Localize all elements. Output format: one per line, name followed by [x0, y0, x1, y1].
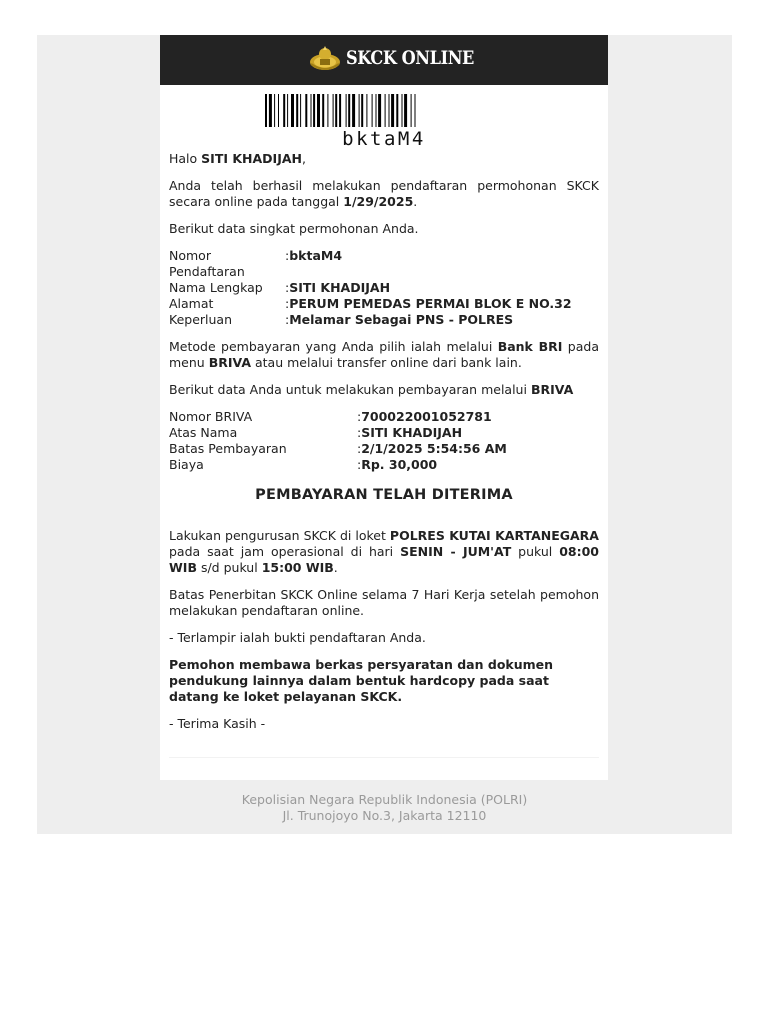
barcode-bar [333, 94, 334, 127]
registration-table [169, 248, 599, 328]
barcode-bar [322, 94, 324, 127]
greeting [169, 151, 599, 167]
barcode-bar [348, 94, 350, 127]
email-content [169, 151, 599, 743]
end-time: 15:00 WIB [261, 560, 334, 575]
row-colon: : [285, 248, 290, 263]
police-emblem-icon [308, 44, 342, 72]
instructions-text: s/d pukul [200, 560, 258, 575]
barcode-bar [346, 94, 347, 127]
barcode-bar [376, 94, 377, 127]
footer-address: Jl. Trunojoyo No.3, Jakarta 12110 [282, 808, 487, 823]
brand [308, 44, 497, 72]
row-colon: : [357, 457, 362, 472]
row-colon: : [357, 425, 362, 440]
barcode [265, 94, 503, 127]
closing-text: - Terima Kasih - [169, 716, 266, 731]
barcode-bar [278, 94, 279, 127]
barcode-bar [283, 94, 285, 127]
divider [169, 757, 599, 758]
payment-method-text: Metode pembayaran yang Anda pilih ialah melalui [169, 339, 493, 354]
row-value: Rp. 30,000 [361, 457, 438, 472]
row-value: SITI KHADIJAH [289, 280, 391, 295]
row-value: 2/1/2025 5:54:56 AM [361, 441, 507, 456]
row-value: Melamar Sebagai PNS - POLRES [289, 312, 514, 327]
barcode-bar [361, 94, 363, 127]
barcode-bar [389, 94, 390, 127]
greeting-prefix: Halo [169, 151, 198, 166]
barcode-bar [327, 94, 328, 127]
row-value: SITI KHADIJAH [361, 425, 463, 440]
barcode-bar [313, 94, 315, 127]
header-bar [160, 35, 608, 85]
payment-table [169, 409, 599, 473]
applicant-name: SITI KHADIJAH [201, 151, 302, 166]
payment-intro-method: BRIVA [530, 382, 574, 397]
payment-method-text: atau melalui transfer online dari bank lain. [255, 355, 522, 370]
row-label: Nama Lengkap [169, 280, 263, 295]
footer [37, 792, 732, 824]
intro-text: Anda telah berhasil melakukan pendaftaran permohonan SKCK secara online pada tanggal [169, 178, 599, 209]
barcode-bar [385, 94, 386, 127]
barcode-bar [339, 94, 341, 127]
payment-status: PEMBAYARAN TELAH DITERIMA [255, 487, 513, 503]
barcode-bar [366, 94, 367, 127]
barcode-bar [296, 94, 298, 127]
barcode-bar [305, 94, 307, 127]
row-colon: : [357, 441, 362, 456]
table-row [169, 312, 599, 328]
barcode-bar [372, 94, 373, 127]
row-label: Alamat [169, 296, 214, 311]
barcode-bar [359, 94, 360, 127]
barcode-bar [402, 94, 403, 127]
email-background [37, 35, 732, 834]
greeting-suffix: , [302, 151, 306, 166]
row-value: 700022001052781 [361, 409, 492, 424]
office-name: POLRES KUTAI KARTANEGARA [389, 528, 599, 543]
row-label: Nomor Pendaftaran [169, 248, 245, 279]
table-row [169, 248, 599, 280]
row-colon: : [285, 296, 290, 311]
barcode-bar [269, 94, 272, 127]
barcode-bar [396, 94, 398, 127]
row-value: PERUM PEMEDAS PERMAI BLOK E NO.32 [289, 296, 572, 311]
barcode-bar [378, 94, 381, 127]
barcode-bar [411, 94, 412, 127]
row-label: Batas Pembayaran [169, 441, 287, 456]
payment-method-paragraph [169, 339, 599, 371]
summary-label: Berikut data singkat permohonan Anda. [169, 221, 419, 236]
row-colon: : [285, 312, 290, 327]
barcode-bar [287, 94, 288, 127]
payment-method-text: pada menu [169, 339, 599, 370]
barcode-bar [335, 94, 337, 127]
barcode-bar [311, 94, 312, 127]
instructions-text: pukul [518, 544, 553, 559]
attachment-note: - Terlampir ialah bukti pendaftaran Anda. [169, 630, 426, 645]
row-label: Nomor BRIVA [169, 409, 253, 424]
row-value: bktaM4 [289, 248, 343, 263]
barcode-bar [404, 94, 407, 127]
row-label: Atas Nama [169, 425, 238, 440]
intro-end: . [413, 194, 418, 209]
row-label: Keperluan [169, 312, 233, 327]
barcode-bar [265, 94, 267, 127]
instructions-text: Lakukan pengurusan SKCK di loket [169, 528, 386, 543]
payment-intro [169, 382, 599, 398]
registration-date: 1/29/2025 [343, 194, 414, 209]
table-row [169, 280, 599, 296]
payment-menu: BRIVA [208, 355, 252, 370]
instructions-text: pada saat jam operasional di hari [169, 544, 394, 559]
brand-title: SKCK ONLINE [346, 47, 474, 69]
documents-note: Pemohon membawa berkas persyaratan dan dokumen pendukung lainnya dalam bentuk hardcopy pada saat datang ke loket pelayanan SKCK. [169, 657, 554, 704]
row-label: Biaya [169, 457, 204, 472]
email-card [160, 35, 608, 780]
barcode-bar [317, 94, 320, 127]
table-row [169, 425, 599, 441]
row-colon: : [357, 409, 362, 424]
table-row [169, 409, 599, 425]
intro-paragraph [169, 178, 599, 210]
bank-name: Bank BRI [497, 339, 563, 354]
start-time: 08:00 WIB [169, 544, 599, 575]
barcode-bar [391, 94, 394, 127]
barcode-text: bktaM4 [342, 128, 426, 150]
payment-intro-text: Berikut data Anda untuk melakukan pembayaran melalui [169, 382, 527, 397]
barcode-bar [352, 94, 355, 127]
table-row [169, 457, 599, 473]
footer-organization: Kepolisian Negara Republik Indonesia (POLRI) [241, 792, 528, 807]
barcode-bar [415, 94, 416, 127]
operational-days: SENIN - JUM'AT [400, 544, 512, 559]
row-colon: : [285, 280, 290, 295]
table-row [169, 296, 599, 312]
barcode-bar [291, 94, 294, 127]
instructions-paragraph [169, 528, 599, 576]
deadline-note: Batas Penerbitan SKCK Online selama 7 Hari Kerja setelah pemohon melakukan pendaftaran online. [169, 587, 599, 618]
barcode-bar [274, 94, 275, 127]
instructions-end: . [333, 560, 338, 575]
barcode-bar [300, 94, 301, 127]
table-row [169, 441, 599, 457]
